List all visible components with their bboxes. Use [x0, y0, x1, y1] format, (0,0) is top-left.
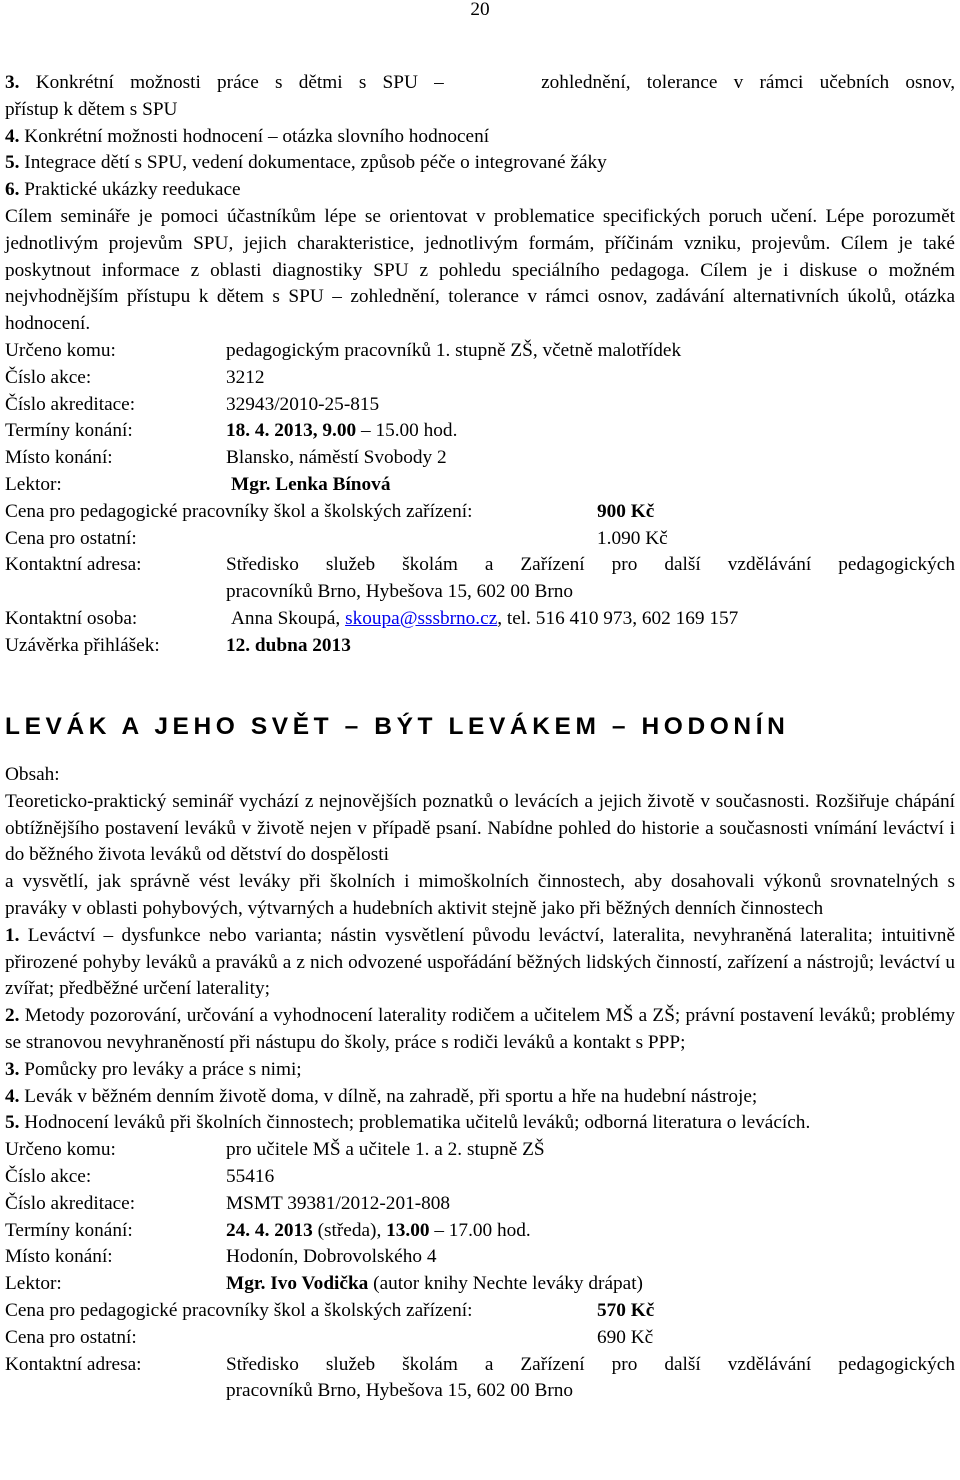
- list-item-3: 3. Konkrétní možnosti práce s dětmi s SPU – zohlednění, tolerance v rámci učebních osnov,: [5, 72, 956, 93]
- price-others-row: Cena pro ostatní: 1.090 Kč: [5, 527, 668, 549]
- address-row-2-cont: pracovníků Brno, Hybešova 15, 602 00 Brno: [226, 1380, 574, 1402]
- event-number-row: Číslo akce: 3212: [5, 366, 265, 388]
- accreditation-row-2: Číslo akreditace: MSMT 39381/2012-201-808: [5, 1192, 451, 1214]
- section-levak: [5, 762, 955, 1405]
- levak-item-3: 3. Pomůcky pro leváky a práce s nimi;: [5, 1058, 302, 1080]
- price-teachers-row-2: Cena pro pedagogické pracovníky škol a školských zařízení: 570 Kč: [5, 1299, 655, 1321]
- contact-person-row: Kontaktní osoba: Anna Skoupá, skoupa@sssbrno.cz , tel. 516 410 973, 602 169 157: [5, 606, 955, 633]
- list-item-6: 6. Praktické ukázky reedukace: [5, 179, 241, 201]
- venue-row: Místo konání: Blansko, náměstí Svobody 2: [5, 447, 447, 469]
- list-item-4: 4. Konkrétní možnosti hodnocení – otázka slovního hodnocení: [5, 125, 490, 147]
- dates-row-2: Termíny konání: 24. 4. 2013 (středa), 13.00 – 17.00 hod.: [5, 1219, 531, 1241]
- target-row-2: Určeno komu: pro učitele MŠ a učitele 1. a 2. stupně ZŠ: [5, 1139, 545, 1161]
- levak-item-1: 1. Leváctví – dysfunkce nebo varianta; nástin vysvětlení původu leváctví, lateralita, nevyhraněná lateralita; intuitivně přirozené pohyby leváků a praváků a z nich odvozené uspořádání běžných lidských činností, zařízení a nástrojů; leváctví u zvířat; předběžné určení laterality;: [5, 924, 955, 1000]
- price-others-row-2: Cena pro ostatní: 690 Kč: [5, 1326, 654, 1348]
- target-row: Určeno komu: pedagogickým pracovníků 1. stupně ZŠ, včetně malotřídek: [5, 339, 682, 361]
- event-number-row-2: Číslo akce: 55416: [5, 1165, 275, 1187]
- page-number: 20: [470, 0, 490, 20]
- levak-item-4: 4. Levák v běžném denním životě doma, v dílně, na zahradě, při sportu a hře na hudební nástroje;: [5, 1085, 758, 1107]
- lecturer-row-2: Lektor: Mgr. Ivo Vodička (autor knihy Nechte leváky drápat): [5, 1273, 643, 1295]
- contact-email-link[interactable]: skoupa@sssbrno.cz: [345, 607, 498, 629]
- levak-item-5: 5. Hodnocení leváků při školních činnostech; problematika učitelů leváků; odborná literatura o levácích.: [5, 1112, 811, 1134]
- dates-row: Termíny konání: 18. 4. 2013, 9.00 – 15.00 hod.: [5, 420, 458, 442]
- goal-paragraph: Cílem semináře je pomoci účastníkům lépe se orientovat v problematice specifických poruch učení. Lépe porozumět jednotlivým projevům SPU, jejich charakteristice, jednotlivým formám, příčinám vzniku, projevům. Cílem je také poskytnout informace z oblasti diagnostiky SPU z pohledu speciálního pedagoga. Cílem je i diskuse o možném nejvhodnějším přístupu k dětem s SPU – zohlednění, tolerance v rámci osnov, zadávání alternativních úkolů, otázka hodnocení.: [5, 205, 955, 335]
- address-row: Kontaktní adresa: Středisko služeb školám a Zařízení pro další vzdělávání pedagogických: [5, 554, 955, 576]
- levak-item-2: 2. Metody pozorování, určování a vyhodnocení laterality rodičem a učitelem MŠ a ZŠ; právní postavení leváků; problémy se stranovou nevyhraněností při nástupu do školy, práce s rodiči leváků a kontakt s PPP;: [5, 1005, 955, 1053]
- deadline-row: Uzávěrka přihlášek: 12. dubna 2013: [5, 634, 351, 656]
- section-title: LEVÁK A JEHO SVĚT – BÝT LEVÁKEM – HODONÍN: [5, 713, 790, 740]
- list-item-5: 5. Integrace dětí s SPU, vedení dokumentace, způsob péče o integrované žáky: [5, 152, 607, 174]
- list-item-3-cont: přístup k dětem s SPU: [5, 98, 178, 120]
- accreditation-row: Číslo akreditace: 32943/2010-25-815: [5, 393, 380, 415]
- price-teachers-row: Cena pro pedagogické pracovníky škol a školských zařízení: 900 Kč: [5, 500, 655, 522]
- address-row-2: Kontaktní adresa: Středisko služeb školám a Zařízení pro další vzdělávání pedagogických: [5, 1353, 955, 1375]
- venue-row-2: Místo konání: Hodonín, Dobrovolského 4: [5, 1246, 437, 1268]
- intro-paragraph-2: a vysvětlí, jak správně vést leváky při školních i mimoškolních činnostech, aby dosahovali výkonů srovnatelných s praváky v oblasti pohybových, výtvarných a hudebních aktivit stejně jako při běžných denních činnostech: [5, 871, 955, 919]
- section-spu: [5, 70, 956, 1402]
- contents-label: Obsah:: [5, 764, 60, 785]
- lecturer-row: Lektor: Mgr. Lenka Bínová: [5, 473, 391, 495]
- address-row-cont: pracovníků Brno, Hybešova 15, 602 00 Brno: [226, 581, 574, 603]
- intro-paragraph: Teoreticko-praktický seminář vychází z nejnovějších poznatků o levácích a jejich životě v současnosti. Rozšiřuje chápání obtížnějšího postavení leváků v životě nejen v případě psaní. Nabídne pohled do historie a současnosti vnímání leváctví i do běžného života leváků od dětství do dospělosti: [5, 790, 955, 866]
